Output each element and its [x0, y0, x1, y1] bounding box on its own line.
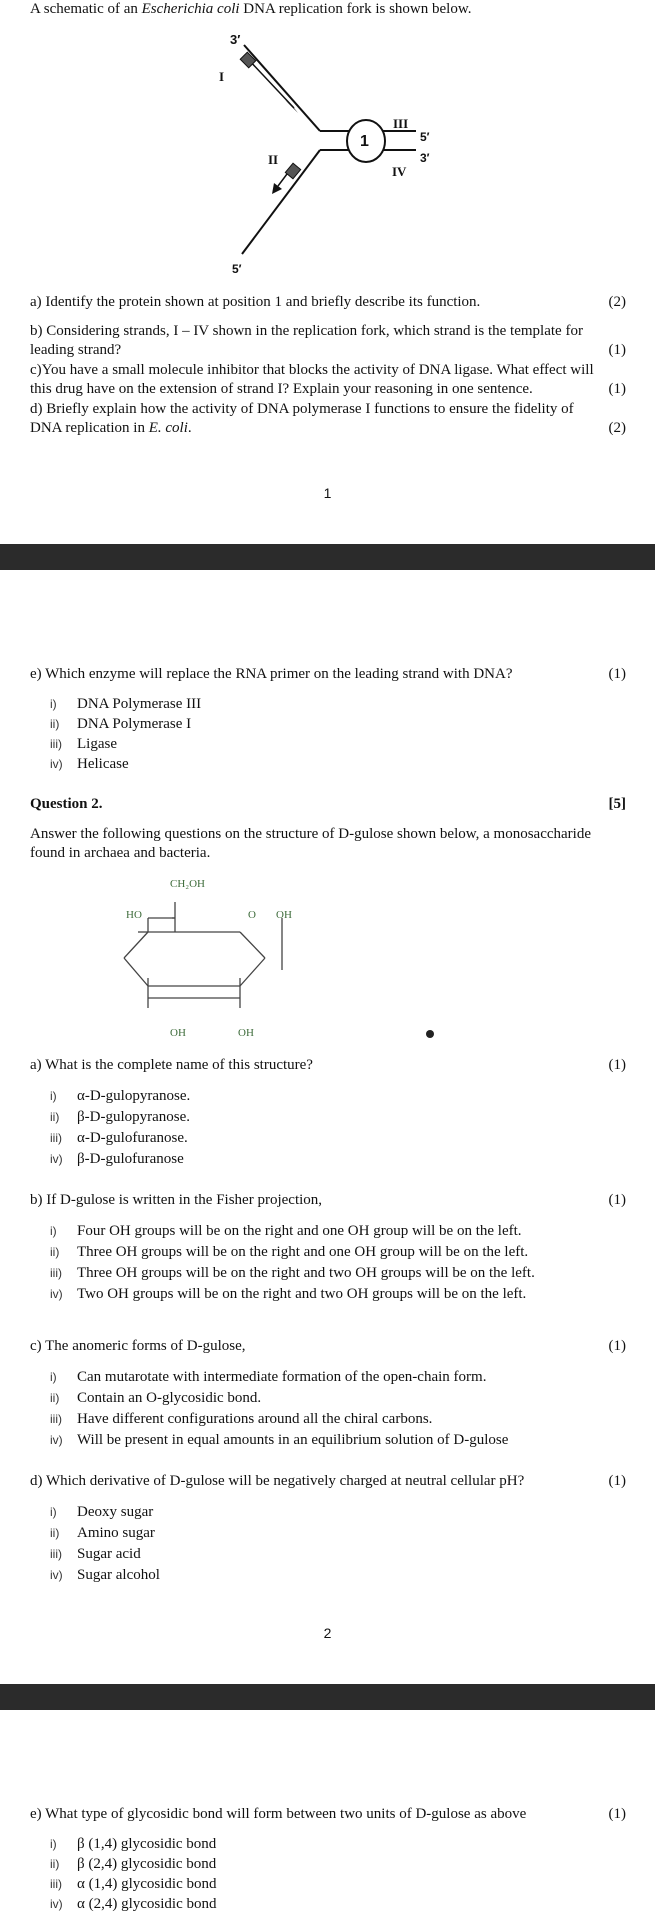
- question-1d: d) Briefly explain how the activity of DNA polymerase I functions to ensure the fidelity of DNA replication in E. coli. (2): [30, 401, 626, 436]
- label-3prime-top: 3′: [230, 32, 241, 47]
- question-2d: d) Which derivative of D-gulose will be negatively charged at neutral cellular pH? (1): [30, 1473, 626, 1489]
- question-1a: a) Identify the protein shown at position 1 and briefly describe its function. (2): [30, 294, 626, 310]
- marks: (1): [608, 1192, 626, 1208]
- primer-box-bottom: [285, 163, 300, 179]
- page-divider: [0, 1684, 655, 1710]
- label-strand-iii: III: [393, 116, 409, 131]
- option-item: ii) Three OH groups will be on the right and one OH group will be on the left.: [50, 1244, 529, 1260]
- option-item: iv) α (2,4) glycosidic bond: [50, 1896, 217, 1912]
- label-5prime-right: 5′: [420, 130, 430, 144]
- question-1e: e) Which enzyme will replace the RNA primer on the leading strand with DNA? (1): [30, 666, 626, 682]
- page-divider: [0, 544, 655, 570]
- marks: (1): [608, 1806, 626, 1822]
- okazaki-fragment-line: [247, 58, 294, 108]
- option-item: ii) β (2,4) glycosidic bond: [50, 1856, 217, 1872]
- ch2oh-label: CH₂OH: [170, 878, 206, 890]
- marks: (1): [608, 1473, 626, 1489]
- ho-label: HO: [126, 909, 142, 921]
- marks: [5]: [608, 796, 626, 812]
- d-gulose-structure: [0, 870, 655, 1050]
- bullet-dot: [426, 1030, 434, 1038]
- label-strand-ii: II: [268, 152, 279, 167]
- option-item: i) Deoxy sugar: [50, 1504, 154, 1520]
- strand-i-line: [244, 45, 320, 131]
- label-strand-iv: IV: [392, 164, 407, 179]
- marks: (1): [608, 381, 626, 397]
- option-item: iv) Sugar alcohol: [50, 1567, 160, 1583]
- option-item: iii) Have different configurations around all the chiral carbons.: [50, 1411, 433, 1427]
- option-item: iv) Will be present in equal amounts in an equilibrium solution of D-gulose: [50, 1432, 509, 1448]
- option-item: ii) Amino sugar: [50, 1525, 155, 1541]
- option-item: iv) Two OH groups will be on the right and two OH groups will be on the left.: [50, 1286, 527, 1302]
- option-item: iii) Ligase: [50, 736, 117, 752]
- question-2e: e) What type of glycosidic bond will form between two units of D-gulose as above (1): [30, 1806, 626, 1822]
- marks: (1): [608, 342, 626, 358]
- oh-bottom-left-label: OH: [170, 1027, 186, 1039]
- label-5prime-bottom: 5′: [232, 262, 242, 276]
- arrowhead-top: [285, 100, 298, 113]
- marks: (1): [608, 1057, 626, 1073]
- option-item: iv) Helicase: [50, 756, 129, 772]
- label-3prime-right: 3′: [420, 151, 430, 165]
- oh-bottom-right-label: OH: [238, 1027, 254, 1039]
- replication-fork-diagram: [0, 0, 655, 290]
- protein-number: 1: [360, 133, 369, 150]
- question-1c: c)You have a small molecule inhibitor that blocks the activity of DNA ligase. What effect will this drug have on the extension of strand I? Explain your reasoning in one sentence. (1): [30, 362, 626, 397]
- strand-ii-line: [242, 150, 320, 254]
- option-item: iv) β-D-gulofuranose: [50, 1151, 184, 1167]
- marks: (1): [608, 666, 626, 682]
- option-item: i) β (1,4) glycosidic bond: [50, 1836, 217, 1852]
- option-item: i) DNA Polymerase III: [50, 696, 202, 712]
- ring-oxygen-label: O: [248, 909, 256, 921]
- option-item: iii) α (1,4) glycosidic bond: [50, 1876, 217, 1892]
- option-item: i) α-D-gulopyranose.: [50, 1088, 191, 1104]
- oh-right-label: OH: [276, 909, 292, 921]
- marks: (1): [608, 1338, 626, 1354]
- intro-text: A schematic of an Escherichia coli DNA replication fork is shown below.: [30, 1, 472, 17]
- question-1b: b) Considering strands, I – IV shown in the replication fork, which strand is the template for leading strand? (1): [30, 323, 626, 358]
- page-number-2: 2: [323, 1625, 332, 1641]
- question-2-title: Question 2. [5]: [30, 796, 626, 812]
- marks: (2): [608, 294, 626, 310]
- marks: (2): [608, 420, 626, 436]
- question-2a: a) What is the complete name of this structure? (1): [30, 1057, 626, 1073]
- option-item: iii) α-D-gulofuranose.: [50, 1130, 188, 1146]
- option-item: i) Four OH groups will be on the right and one OH group will be on the left.: [50, 1223, 522, 1239]
- option-item: ii) DNA Polymerase I: [50, 716, 192, 732]
- question-2-intro: Answer the following questions on the structure of D-gulose shown below, a monosaccharide found in archaea and bacteria.: [30, 826, 591, 861]
- page-number-1: 1: [323, 485, 332, 501]
- option-item: i) Can mutarotate with intermediate formation of the open-chain form.: [50, 1369, 487, 1385]
- option-item: ii) β-D-gulopyranose.: [50, 1109, 191, 1125]
- question-2b: b) If D-gulose is written in the Fisher projection, (1): [30, 1192, 626, 1208]
- option-item: iii) Sugar acid: [50, 1546, 141, 1562]
- option-item: iii) Three OH groups will be on the right and two OH groups will be on the left.: [50, 1265, 535, 1281]
- question-2c: c) The anomeric forms of D-gulose, (1): [30, 1338, 626, 1354]
- option-item: ii) Contain an O-glycosidic bond.: [50, 1390, 262, 1406]
- label-strand-i: I: [219, 69, 225, 84]
- arrowhead-bottom: [272, 183, 282, 194]
